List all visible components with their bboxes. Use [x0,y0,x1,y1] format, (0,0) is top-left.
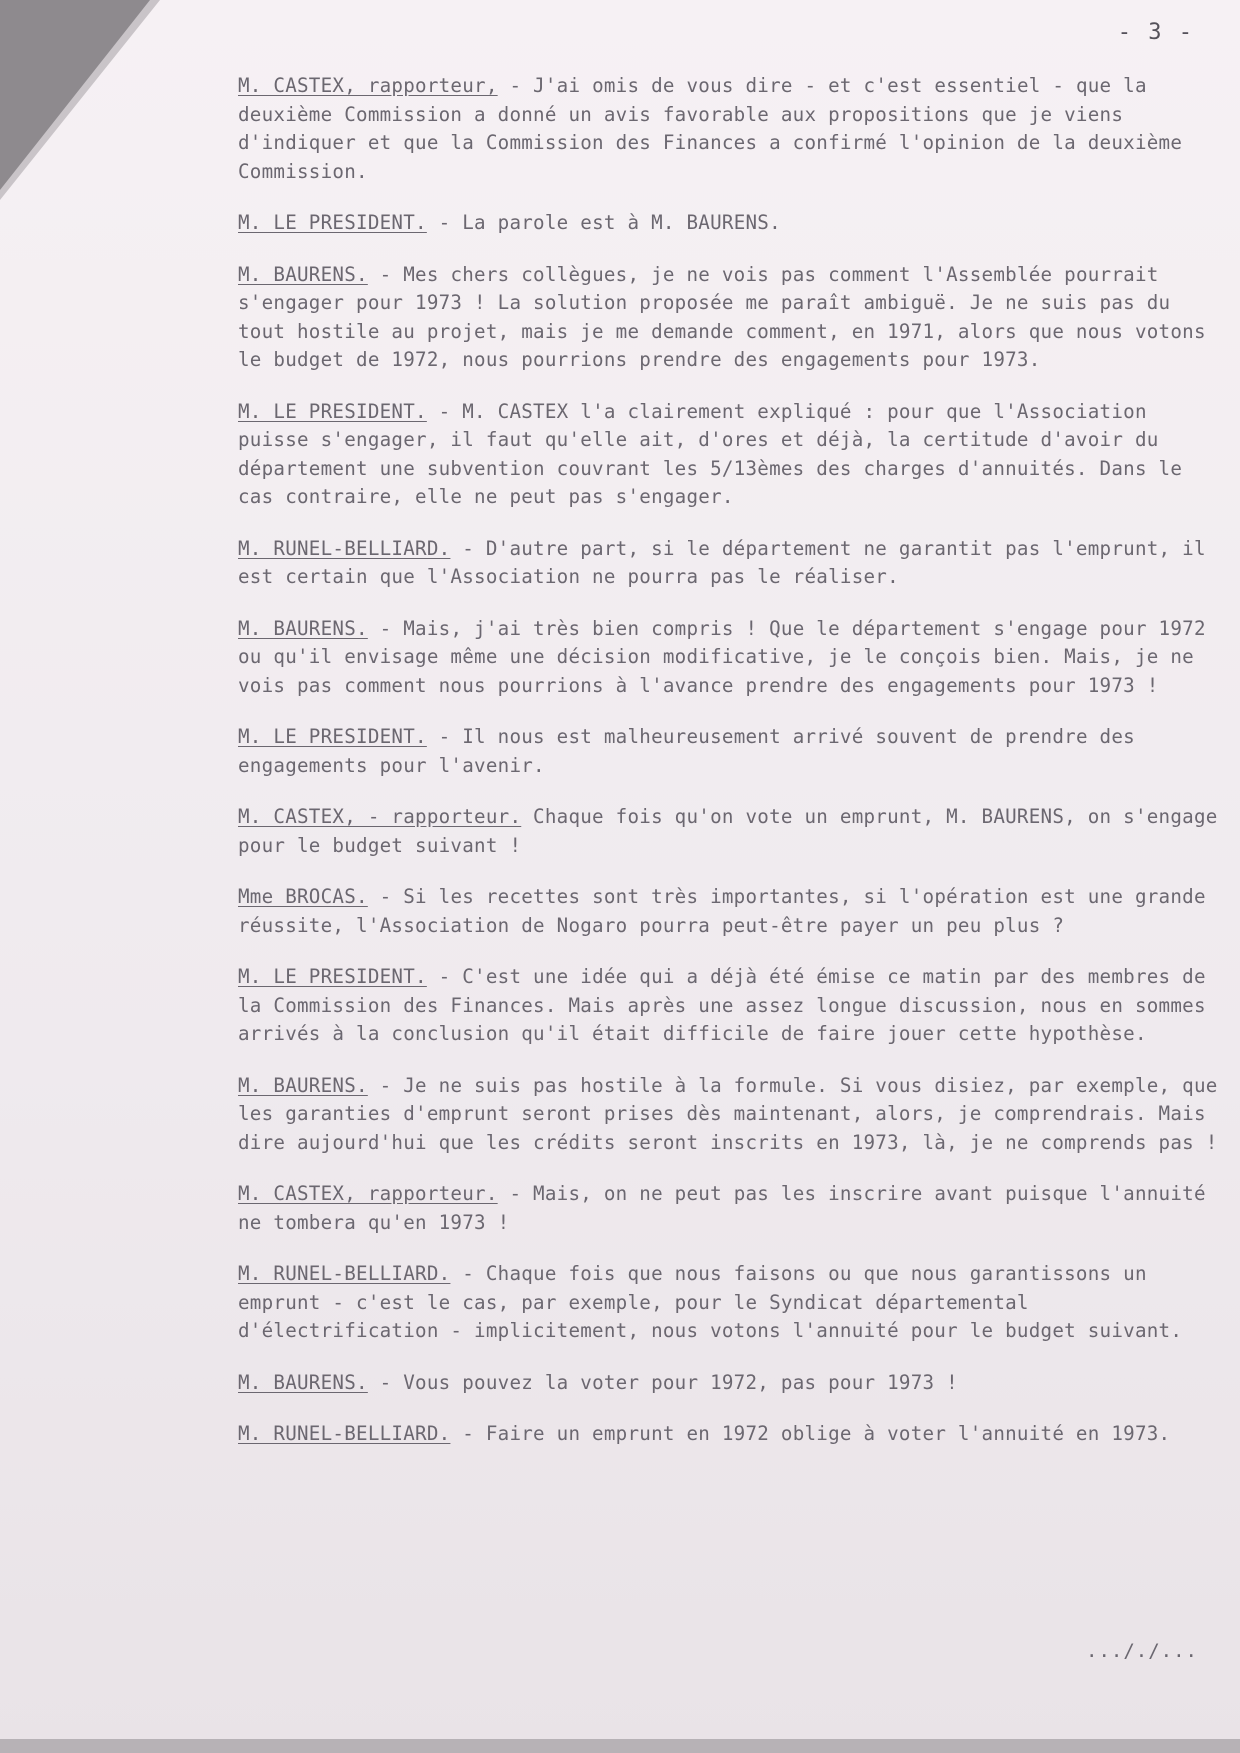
speech-text: - Vous pouvez la voter pour 1972, pas pour 1973 ! [367,1370,958,1394]
paragraph [238,398,1220,512]
speech-text: - J'ai omis de vous dire - et c'est essentiel - que la deuxième Commission a donné un avis favorable aux propositions que je viens d'indiquer et que la Commission des Finances a confirmé l'opinion de la deuxième Commission. [238,74,1194,183]
paragraph [238,1260,1220,1346]
page-number: - 3 - [1117,20,1194,45]
paragraph [238,723,1220,780]
speaker-name: M. CASTEX, - rapporteur. [238,805,522,828]
speech-text: - La parole est à M. BAURENS. [426,211,781,234]
speech-text: - Si les recettes sont très importantes, si l'opération est une grande réussite, l'Association de Nogaro pourra peut-être payer un peu plus ? [238,885,1218,937]
paragraph [238,883,1220,940]
speaker-name: M. CASTEX, rapporteur. [238,1182,498,1205]
speaker-name: M. RUNEL-BELLIARD. [238,1422,451,1445]
continuation-mark: ..././... [1086,1640,1198,1662]
paragraph [238,209,1220,238]
speech-text: - Je ne suis pas hostile à la formule. Si vous disiez, par exemple, que les garanties d'emprunt seront prises dès maintenant, alors, je comprendrais. Mais dire aujourd'hui que les crédits seront inscrits en 1973, là, je ne comprends pas ! [238,1073,1230,1154]
paragraph [238,963,1220,1049]
speech-text: - Chaque fois que nous faisons ou que nous garantissons un emprunt - c'est le cas, par exemple, pour le Syndicat départemental d'électrification - implicitement, nous votons l'annuité pour le budget suivant. [238,1262,1183,1342]
speaker-name: M. RUNEL-BELLIARD. [238,1262,451,1285]
speaker-name: M. RUNEL-BELLIARD. [238,536,451,560]
speech-text: - M. CASTEX l'a clairement expliqué : pour que l'Association puisse s'engager, il faut qu'elle ait, d'ores et déjà, la certitude d'avoir du département une subvention couvrant les 5/13èmes des charges d'annuités. Dans le cas contraire, elle ne peut pas s'engager. [238,399,1194,508]
speaker-name: M. BAURENS. [238,1073,368,1097]
speech-text: - Faire un emprunt en 1972 oblige à voter l'annuité en 1973. [450,1422,1171,1445]
paragraph [238,535,1220,592]
speaker-name: M. BAURENS. [238,262,368,286]
paragraph [238,1072,1230,1158]
speaker-name: Mme BROCAS. [238,885,368,908]
speaker-name: M. BAURENS. [238,616,368,640]
paragraph [238,1420,1220,1449]
paragraph [238,1180,1220,1237]
paragraph [238,1369,1220,1398]
speech-text: - Il nous est malheureusement arrivé souvent de prendre des engagements pour l'avenir. [238,725,1147,777]
speaker-name: M. CASTEX, rapporteur, [238,74,498,97]
speech-text: - Mais, j'ai très bien compris ! Que le département s'engage pour 1972 ou qu'il envisage même une décision modificative, je le conçois bien. Mais, je ne vois pas comment nous pourrions à l'avance prendre des engagements pour 1973 ! [238,616,1218,697]
folded-corner [0,0,150,190]
speaker-name: M. LE PRESIDENT. [238,725,427,748]
scan-edge [0,1739,1240,1753]
paragraph [238,72,1220,186]
speaker-name: M. BAURENS. [238,1370,368,1394]
paragraph [238,803,1230,860]
paragraph [238,261,1220,375]
paragraph [238,615,1220,701]
speech-text: - D'autre part, si le département ne garantit pas l'emprunt, il est certain que l'Association ne pourra pas le réaliser. [238,536,1218,588]
speech-text: - Mes chers collègues, je ne vois pas comment l'Assemblée pourrait s'engager pour 1973 ! La solution proposée me paraît ambiguë. Je ne suis pas du tout hostile au projet, mais je me demande comment, en 1971, alors que nous votons le budget de 1972, nous pourrions prendre des engagements pour 1973. [238,262,1218,371]
speaker-name: M. LE PRESIDENT. [238,211,427,234]
speech-text: Chaque fois qu'on vote un emprunt, M. BAURENS, on s'engage pour le budget suivant ! [238,805,1230,857]
speech-text: - C'est une idée qui a déjà été émise ce matin par des membres de la Commission des Finances. Mais après une assez longue discussion, nous en sommes arrivés à la conclusion qu'il était difficile de faire jouer cette hypothèse. [238,965,1218,1045]
speaker-name: M. LE PRESIDENT. [238,965,427,988]
speech-text: - Mais, on ne peut pas les inscrire avant puisque l'annuité ne tombera qu'en 1973 ! [238,1182,1218,1234]
speaker-name: M. LE PRESIDENT. [238,399,427,423]
transcript-body [238,72,1230,1472]
